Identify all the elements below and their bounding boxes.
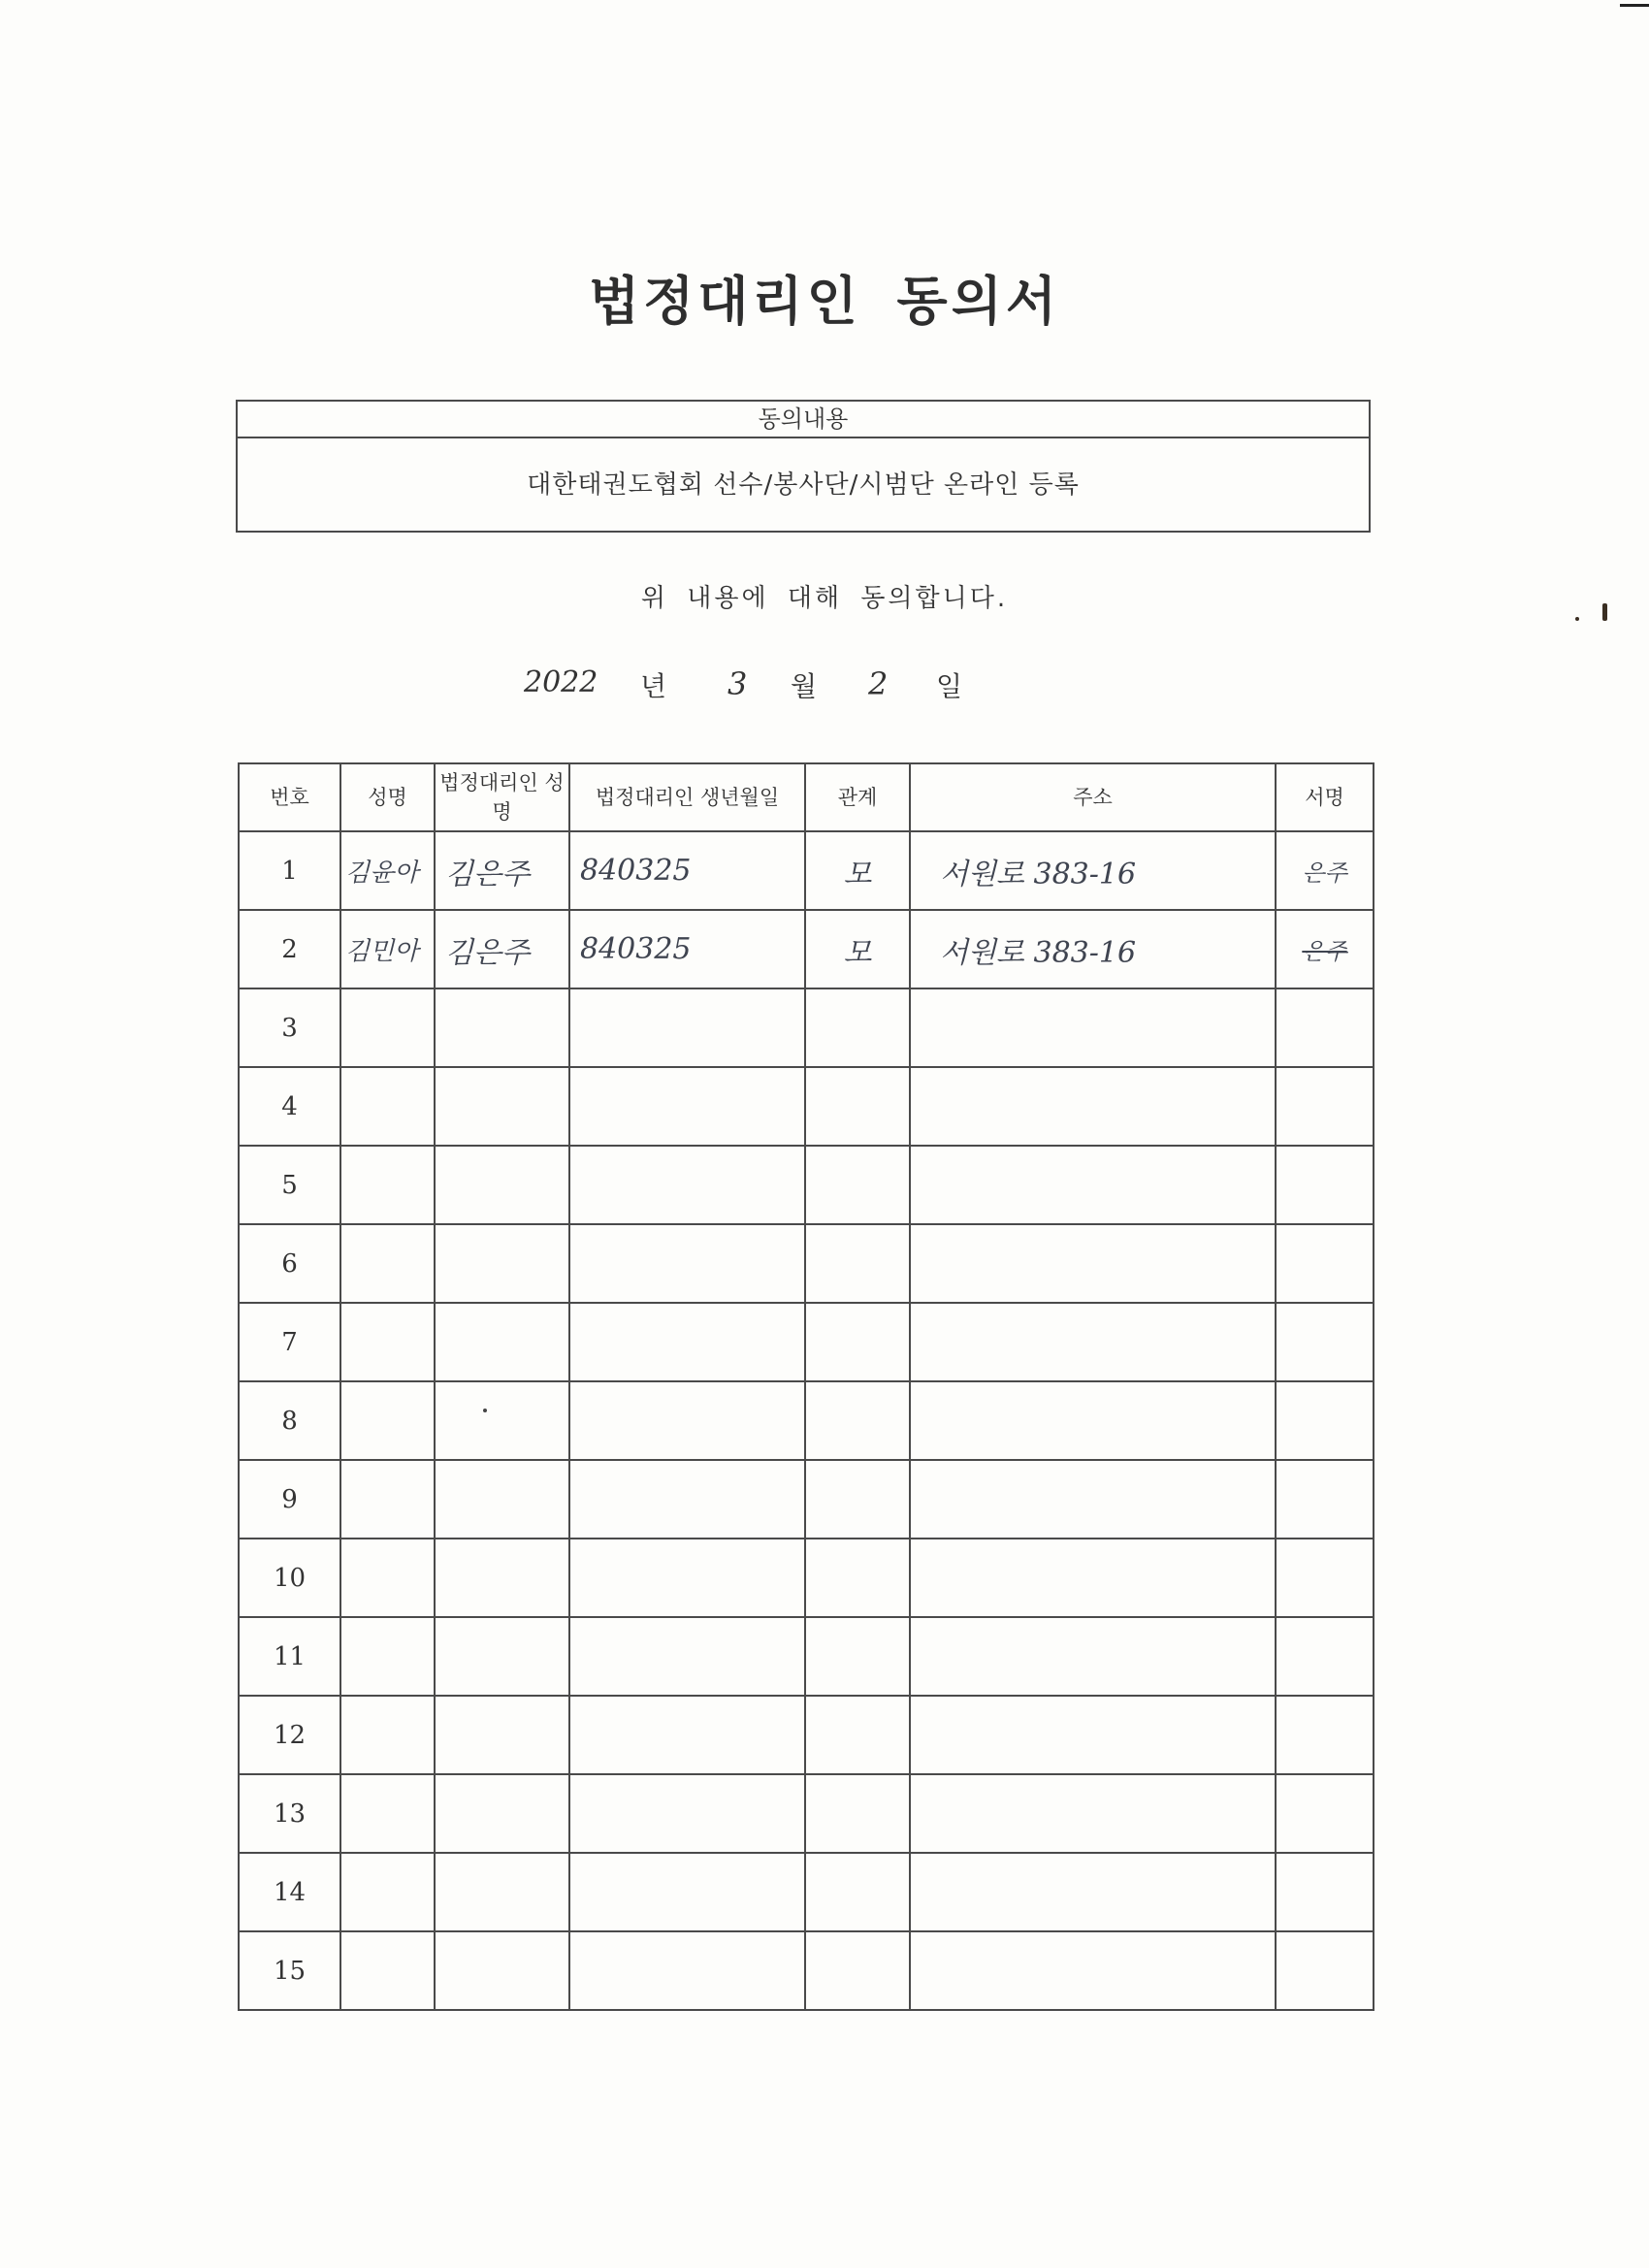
signature bbox=[1276, 1067, 1374, 1146]
guardian-name bbox=[435, 1224, 569, 1303]
table-row bbox=[239, 831, 1374, 910]
student-name bbox=[340, 1381, 435, 1460]
guardian-birth: 840325 bbox=[569, 831, 805, 910]
guardian-table bbox=[238, 762, 1374, 2011]
signature: 은주 bbox=[1276, 910, 1374, 988]
table-row bbox=[239, 1696, 1374, 1774]
student-name bbox=[340, 1146, 435, 1224]
student-name bbox=[340, 1931, 435, 2010]
guardian-name: 김은주 bbox=[435, 831, 569, 910]
address bbox=[910, 1696, 1276, 1774]
table-row bbox=[239, 1931, 1374, 2010]
row-number: 8 bbox=[239, 1381, 340, 1460]
signature bbox=[1276, 1696, 1374, 1774]
relation bbox=[805, 1696, 910, 1774]
scan-edge-mark bbox=[1620, 4, 1649, 7]
guardian-name bbox=[435, 1146, 569, 1224]
address bbox=[910, 1303, 1276, 1381]
header-address: 주소 bbox=[910, 763, 1276, 831]
row-number: 3 bbox=[239, 988, 340, 1067]
guardian-birth bbox=[569, 1853, 805, 1931]
guardian-name bbox=[435, 1696, 569, 1774]
table-row bbox=[239, 910, 1374, 988]
relation bbox=[805, 988, 910, 1067]
address bbox=[910, 1774, 1276, 1853]
student-name bbox=[340, 1303, 435, 1381]
address bbox=[910, 1617, 1276, 1696]
student-name bbox=[340, 1774, 435, 1853]
relation bbox=[805, 1853, 910, 1931]
table-header-row bbox=[239, 763, 1374, 831]
agreement-statement: 위 내용에 대해 동의합니다. bbox=[640, 584, 1009, 613]
signature bbox=[1276, 988, 1374, 1067]
consent-box bbox=[236, 400, 1371, 533]
guardian-name bbox=[435, 988, 569, 1067]
document-title: 법정대리인 동의서 bbox=[588, 271, 1061, 332]
address bbox=[910, 1539, 1276, 1617]
consent-body: 대한태권도협회 선수/봉사단/시범단 온라인 등록 bbox=[527, 470, 1080, 500]
guardian-name: 김은주 bbox=[435, 910, 569, 988]
table-row bbox=[239, 1539, 1374, 1617]
signature bbox=[1276, 1460, 1374, 1539]
student-name bbox=[340, 1853, 435, 1931]
guardian-name bbox=[435, 1381, 569, 1460]
guardian-name bbox=[435, 1539, 569, 1617]
signature bbox=[1276, 1617, 1374, 1696]
table-row bbox=[239, 1303, 1374, 1381]
table-row bbox=[239, 1067, 1374, 1146]
date-year-value: 2022 bbox=[524, 665, 598, 699]
guardian-birth bbox=[569, 1224, 805, 1303]
date-day-value: 2 bbox=[868, 665, 889, 702]
guardian-name bbox=[435, 1853, 569, 1931]
relation bbox=[805, 1224, 910, 1303]
table-row bbox=[239, 1617, 1374, 1696]
row-number: 14 bbox=[239, 1853, 340, 1931]
signature bbox=[1276, 1853, 1374, 1931]
guardian-birth bbox=[569, 988, 805, 1067]
table-body bbox=[239, 831, 1374, 2010]
header-signature: 서명 bbox=[1276, 763, 1374, 831]
guardian-name bbox=[435, 1617, 569, 1696]
student-name bbox=[340, 1696, 435, 1774]
relation bbox=[805, 1146, 910, 1224]
row-number: 9 bbox=[239, 1460, 340, 1539]
address bbox=[910, 1146, 1276, 1224]
relation bbox=[805, 1617, 910, 1696]
row-number: 5 bbox=[239, 1146, 340, 1224]
address: 서원로 383-16 bbox=[910, 910, 1276, 988]
row-number: 1 bbox=[239, 831, 340, 910]
relation bbox=[805, 1303, 910, 1381]
guardian-birth bbox=[569, 1460, 805, 1539]
guardian-name bbox=[435, 1303, 569, 1381]
signature bbox=[1276, 1539, 1374, 1617]
table-row bbox=[239, 988, 1374, 1067]
signature bbox=[1276, 1931, 1374, 2010]
date-month-value: 3 bbox=[728, 665, 748, 702]
student-name bbox=[340, 1224, 435, 1303]
address bbox=[910, 1067, 1276, 1146]
row-number: 10 bbox=[239, 1539, 340, 1617]
guardian-birth bbox=[569, 1146, 805, 1224]
table-row bbox=[239, 1146, 1374, 1224]
table-row bbox=[239, 1460, 1374, 1539]
guardian-name bbox=[435, 1774, 569, 1853]
guardian-birth bbox=[569, 1617, 805, 1696]
guardian-table-wrapper bbox=[238, 762, 1373, 2011]
relation bbox=[805, 1381, 910, 1460]
relation: 모 bbox=[805, 831, 910, 910]
header-guardian-name: 법정대리인 성명 bbox=[435, 763, 569, 831]
header-relation: 관계 bbox=[805, 763, 910, 831]
guardian-birth bbox=[569, 1381, 805, 1460]
relation: 모 bbox=[805, 910, 910, 988]
address bbox=[910, 1460, 1276, 1539]
address bbox=[910, 1853, 1276, 1931]
relation bbox=[805, 1774, 910, 1853]
guardian-birth bbox=[569, 1303, 805, 1381]
relation bbox=[805, 1931, 910, 2010]
signature bbox=[1276, 1381, 1374, 1460]
date-year-label: 년 bbox=[640, 670, 667, 702]
header-name: 성명 bbox=[340, 763, 435, 831]
row-number: 7 bbox=[239, 1303, 340, 1381]
guardian-birth: 840325 bbox=[569, 910, 805, 988]
student-name bbox=[340, 1067, 435, 1146]
table-row bbox=[239, 1853, 1374, 1931]
signature bbox=[1276, 1303, 1374, 1381]
student-name bbox=[340, 1539, 435, 1617]
guardian-birth bbox=[569, 1539, 805, 1617]
student-name bbox=[340, 1460, 435, 1539]
row-number: 2 bbox=[239, 910, 340, 988]
signature bbox=[1276, 1146, 1374, 1224]
address bbox=[910, 1381, 1276, 1460]
row-number: 11 bbox=[239, 1617, 340, 1696]
table-row bbox=[239, 1774, 1374, 1853]
table-row bbox=[239, 1381, 1374, 1460]
date-day-label: 일 bbox=[936, 670, 963, 702]
row-number: 12 bbox=[239, 1696, 340, 1774]
guardian-name bbox=[435, 1460, 569, 1539]
student-name bbox=[340, 1617, 435, 1696]
relation bbox=[805, 1067, 910, 1146]
date-month-label: 월 bbox=[791, 670, 818, 702]
relation bbox=[805, 1460, 910, 1539]
address: 서원로 383-16 bbox=[910, 831, 1276, 910]
guardian-name bbox=[435, 1931, 569, 2010]
guardian-birth bbox=[569, 1774, 805, 1853]
scan-dot bbox=[483, 1409, 487, 1412]
signature bbox=[1276, 1224, 1374, 1303]
student-name: 김윤아 bbox=[340, 831, 435, 910]
relation bbox=[805, 1539, 910, 1617]
signature bbox=[1276, 1774, 1374, 1853]
guardian-birth bbox=[569, 1067, 805, 1146]
scan-speck bbox=[1575, 617, 1579, 621]
header-guardian-birth: 법정대리인 생년월일 bbox=[569, 763, 805, 831]
address bbox=[910, 988, 1276, 1067]
row-number: 4 bbox=[239, 1067, 340, 1146]
student-name: 김민아 bbox=[340, 910, 435, 988]
signature: 은주 bbox=[1276, 831, 1374, 910]
consent-header: 동의내용 bbox=[238, 402, 1369, 438]
row-number: 6 bbox=[239, 1224, 340, 1303]
row-number: 15 bbox=[239, 1931, 340, 2010]
student-name bbox=[340, 988, 435, 1067]
row-number: 13 bbox=[239, 1774, 340, 1853]
guardian-name bbox=[435, 1067, 569, 1146]
address bbox=[910, 1931, 1276, 2010]
address bbox=[910, 1224, 1276, 1303]
table-row bbox=[239, 1224, 1374, 1303]
guardian-birth bbox=[569, 1696, 805, 1774]
header-no: 번호 bbox=[239, 763, 340, 831]
guardian-birth bbox=[569, 1931, 805, 2010]
